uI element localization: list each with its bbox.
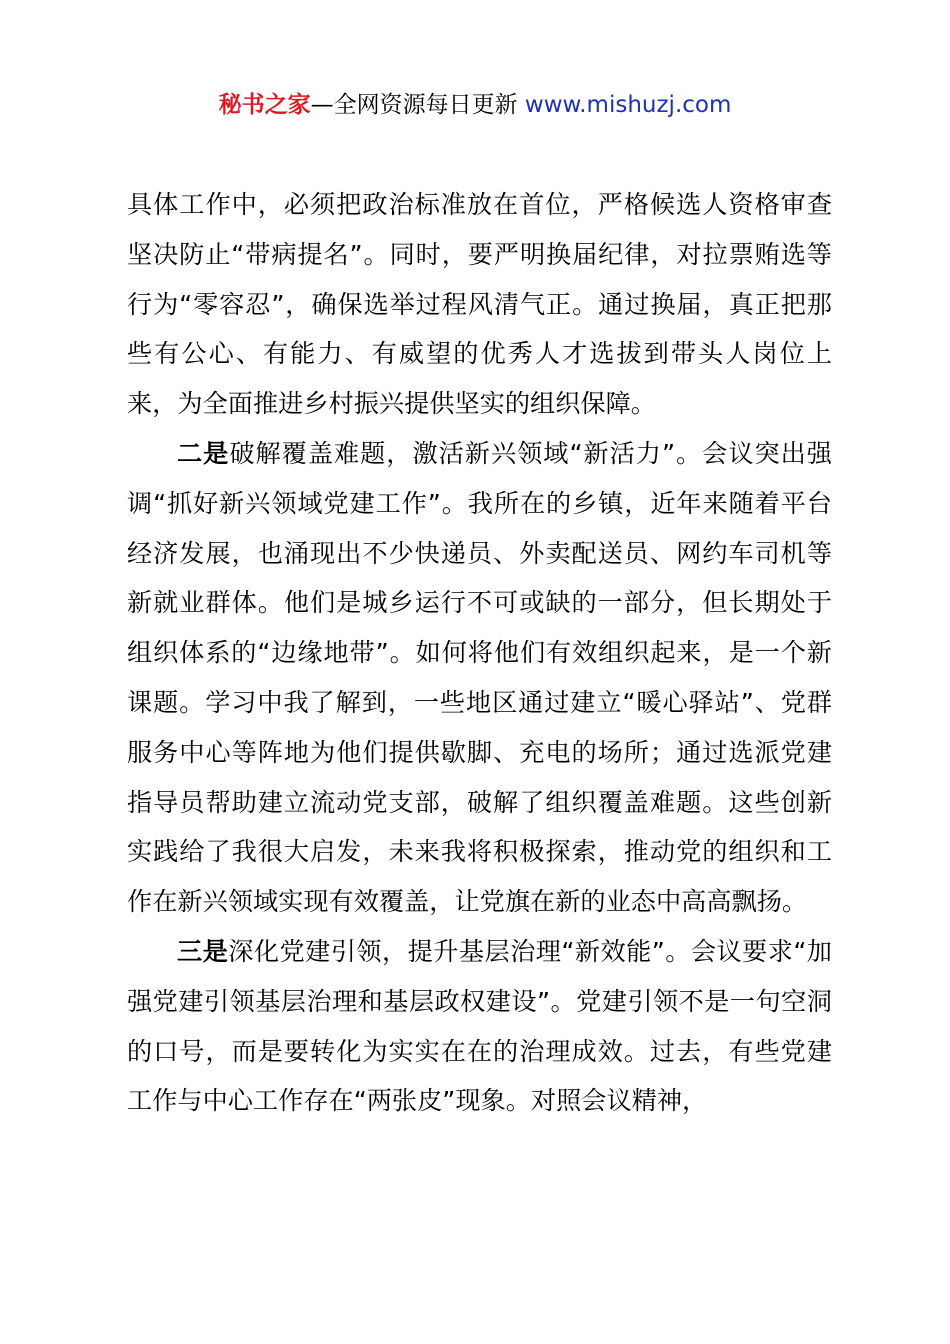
site-tagline: —全网资源每日更新 [310, 92, 525, 118]
document-body [127, 180, 832, 1126]
paragraph-3-lead: 三是 [177, 936, 229, 966]
paragraph-1-text: 具体工作中，必须把政治标准放在首位，严格候选人资格审查坚决防止“带病提名”。同时，要严明换届纪律，对拉票贿选等行为“零容忍”，确保选举过程风清气正。通过换届，真正把那些有公心、有能力、有威望的优秀人才选拔到带头人岗位上来，为全面推进乡村振兴提供坚实的组织保障。 [127, 190, 832, 419]
site-url-link[interactable]: www.mishuzj.com [524, 92, 732, 118]
paragraph-2-text: 破解覆盖难题，激活新兴领域“新活力”。会议突出强调“抓好新兴领域党建工作”。我所在的乡镇，近年来随着平台经济发展，也涌现出不少快递员、外卖配送员、网约车司机等新就业群体。他们是城乡运行不可或缺的一部分，但长期处于组织体系的“边缘地带”。如何将他们有效组织起来，是一个新课题。学习中我了解到，一些地区通过建立“暖心驿站”、党群服务中心等阵地为他们提供歇脚、充电的场所；通过选派党建指导员帮助建立流动党支部，破解了组织覆盖难题。这些创新实践给了我很大启发，未来我将积极探索，推动党的组织和工作在新兴领域实现有效覆盖，让党旗在新的业态中高高飘扬。 [127, 438, 832, 917]
paragraph-1 [127, 180, 832, 429]
paragraph-3-text: 深化党建引领，提升基层治理“新效能”。会议要求“加强党建引领基层治理和基层政权建设”。党建引领不是一句空洞的口号，而是要转化为实实在在的治理成效。过去，有些党建工作与中心工作存在“两张皮”现象。对照会议精神， [127, 936, 832, 1116]
paragraph-2 [127, 429, 832, 927]
site-brand: 秘书之家 [218, 92, 311, 118]
paragraph-3 [127, 927, 832, 1126]
paragraph-2-lead: 二是 [177, 438, 230, 468]
page-header [0, 88, 950, 122]
